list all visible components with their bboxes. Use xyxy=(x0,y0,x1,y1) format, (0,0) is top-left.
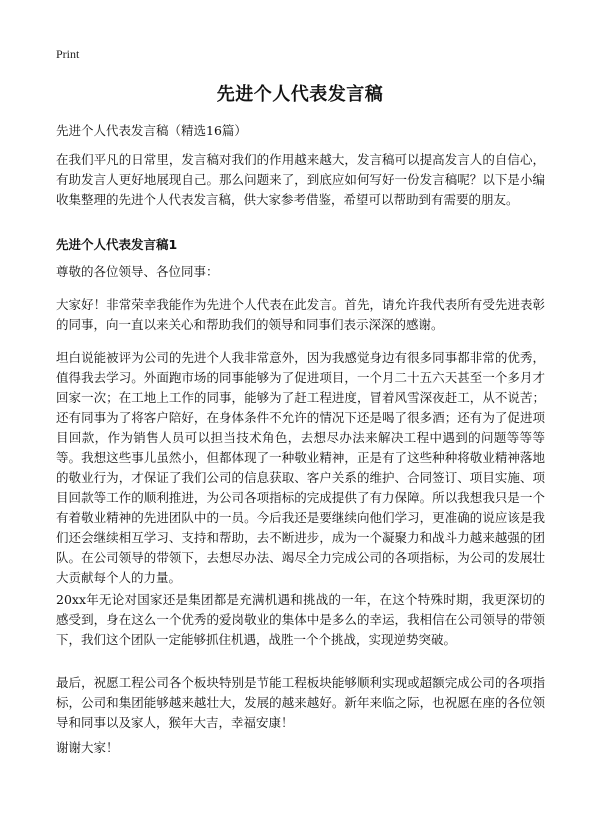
salutation: 尊敬的各位领导、各位同事： xyxy=(56,264,219,279)
paragraph-wishes: 最后，祝愿工程公司各个板块特别是节能工程板块能够顺利实现或超额完成公司的各项指标，公司和集团能够越来越壮大，发展的越来越好。新年来临之际，也祝愿在座的各位领导和同事以及家人，猴年大吉，幸福安康！ xyxy=(56,675,545,730)
paragraph-year-outlook: 20xx年无论对国家还是集团都是充满机遇和挑战的一年，在这个特殊时期，我更深切的感受到，身在这么一个优秀的爱岗敬业的集体中是多么的幸运，我相信在公司领导的带领下，我们这个团队一定能够抓住机遇，战胜一个个挑战，实现逆势突破。 xyxy=(56,592,545,647)
paragraph-greeting: 大家好！非常荣幸我能作为先进个人代表在此发言。首先，请允许我代表所有受先进表彰的同事，向一直以来关心和帮助我们的领导和同事们表示深深的感谢。 xyxy=(56,297,545,332)
section-heading: 先进个人代表发言稿1 xyxy=(56,237,178,252)
print-label: Print xyxy=(56,47,80,61)
document-subtitle: 先进个人代表发言稿（精选16篇） xyxy=(56,123,247,138)
closing-thanks: 谢谢大家！ xyxy=(56,740,119,755)
intro-paragraph: 在我们平凡的日常里，发言稿对我们的作用越来越大，发言稿可以提高发言人的自信心，有助发言人更好地展现自己。那么问题来了，到底应如何写好一份发言稿呢？以下是小编收集整理的先进个人代表发言稿，供大家参考借鉴，希望可以帮助到有需要的朋友。 xyxy=(56,152,545,207)
paragraph-body-main: 坦白说能被评为公司的先进个人我非常意外，因为我感觉身边有很多同事都非常的优秀，值得我去学习。外面跑市场的同事能够为了促进项目，一个月二十五六天甚至一个多月才回家一次；在工地上工作的同事，能够为了赶工程进度，冒着风雪深夜赶工，从不说苦；还有同事为了将客户陪好，在身体条件不允许的情况下还是喝了很多酒；还有为了促进项目回款，作为销售人员可以担当技术角色，去想尽办法来解决工程中遇到的问题等等等等。我想这些事儿虽然小，但都体现了一种敬业精神，正是有了这些种种将敬业精神落地的敬业行为，才保证了我们公司的信息获取、客户关系的维护、合同签订、项目实施、项目回款等工作的顺利推进，为公司各项指标的完成提供了有力保障。所以我想我只是一个有着敬业精神的先进团队中的一员。今后我还是要继续向他们学习，更准确的说应该是我们还会继续相互学习、支持和帮助，去不断进步，成为一个凝聚力和战斗力越来越强的团队。在公司领导的带领下，去想尽办法、竭尽全力完成公司的各项指标，为公司的发展壮大贡献每个人的力量。 xyxy=(56,350,545,585)
document-title: 先进个人代表发言稿 xyxy=(216,84,384,105)
